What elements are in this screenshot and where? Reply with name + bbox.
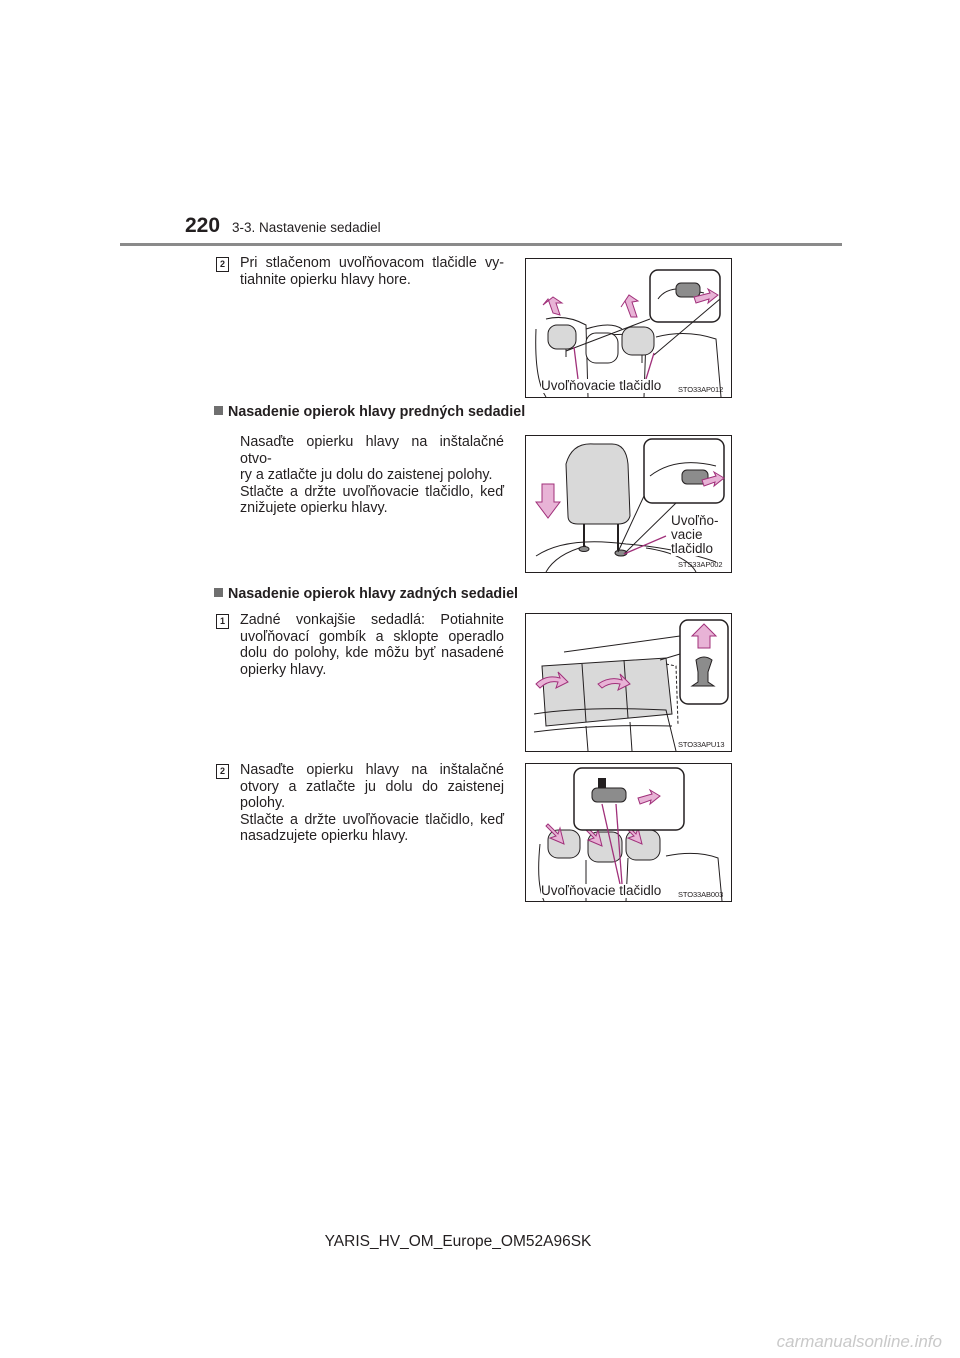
document-id — [0, 1233, 960, 1251]
headrest-removal-illustration — [526, 259, 731, 397]
rear-step-2-text — [240, 762, 504, 845]
rear-step-2-text-line: otvory a zatlačte ju dolu do zaistenej — [240, 778, 504, 795]
rear-headrest-install-illustration — [526, 764, 731, 901]
figure-rear-seatback-fold — [525, 613, 732, 752]
release-button-label: Uvoľňovacie tlačidlo — [541, 378, 662, 393]
rear-step-2-text-line: Stlačte a držte uvoľňovacie tlačidlo, keď — [240, 811, 504, 828]
rear-step-1-text-line: dolu do polohy, kde môžu byť nasadené — [240, 645, 504, 662]
release-button-label — [671, 514, 718, 556]
heading-rear-seats — [214, 586, 518, 602]
figure-code: STO33AP012 — [678, 385, 724, 394]
rear-seatback-fold-illustration — [526, 614, 731, 751]
heading-rear-seats-text: Nasadenie opierok hlavy zadných sedadiel — [228, 586, 519, 602]
heading-bullet-icon — [214, 588, 223, 597]
section-title: 3-3. Nastavenie sedadiel — [232, 220, 381, 235]
release-button-label-line: tlačidlo — [671, 541, 714, 556]
release-button-label: Uvoľňovacie tlačidlo — [541, 883, 662, 898]
release-button-label-line: vacie — [671, 527, 703, 542]
rear-step-2-text-line: Nasaďte opierku hlavy na inštalačné — [240, 762, 504, 778]
figure-code: STO33AB003 — [678, 890, 724, 899]
front-seats-text-line: ry a zatlačte ju dolu do zaistenej polohy. — [240, 467, 493, 484]
front-seats-text-line: znižujete opierku hlavy. — [240, 500, 388, 517]
step-badge-1: 1 — [216, 614, 229, 629]
figure-code: STO33APU13 — [678, 740, 725, 749]
figure-headrest-removal — [525, 258, 732, 398]
rear-step-1-text-line: uvoľňovací gombík a sklopte operadlo — [240, 628, 504, 645]
front-seats-text-line: Nasaďte opierku hlavy na inštalačné otvo- — [240, 434, 504, 467]
step-2-text — [240, 255, 504, 288]
figure-front-headrest-install — [525, 435, 732, 573]
front-seats-text — [240, 434, 504, 517]
step-badge-2: 2 — [216, 764, 229, 779]
step-2-text-line: tiahnite opierku hlavy hore. — [240, 271, 411, 288]
rear-step-2-text-line: nasadzujete opierku hlavy. — [240, 828, 409, 845]
page-number: 220 — [185, 214, 221, 237]
rear-step-1-text-line: Zadné vonkajšie sedadlá: Potiahnite — [240, 612, 504, 628]
release-button-label-line: Uvoľňo- — [671, 513, 719, 528]
figure-code: STS33AP002 — [678, 560, 723, 569]
step-2-text-line: Pri stlačenom uvoľňovacom tlačidle vy- — [240, 255, 504, 271]
document-id-text: YARIS_HV_OM_Europe_OM52A96SK — [324, 1233, 592, 1250]
watermark: carmanualsonline.info — [776, 1332, 942, 1351]
heading-front-seats — [214, 404, 525, 420]
rear-step-1-text-line: opierky hlavy. — [240, 661, 327, 678]
rear-step-2-text-line: polohy. — [240, 795, 286, 812]
rear-step-1-text — [240, 612, 504, 678]
heading-front-seats-text: Nasadenie opierok hlavy predných sedadiel — [228, 404, 526, 420]
header-divider — [120, 243, 842, 246]
step-badge-2: 2 — [216, 257, 229, 272]
front-seats-text-line: Stlačte a držte uvoľňovacie tlačidlo, keď — [240, 483, 504, 500]
figure-rear-headrest-install — [525, 763, 732, 902]
heading-bullet-icon — [214, 406, 223, 415]
